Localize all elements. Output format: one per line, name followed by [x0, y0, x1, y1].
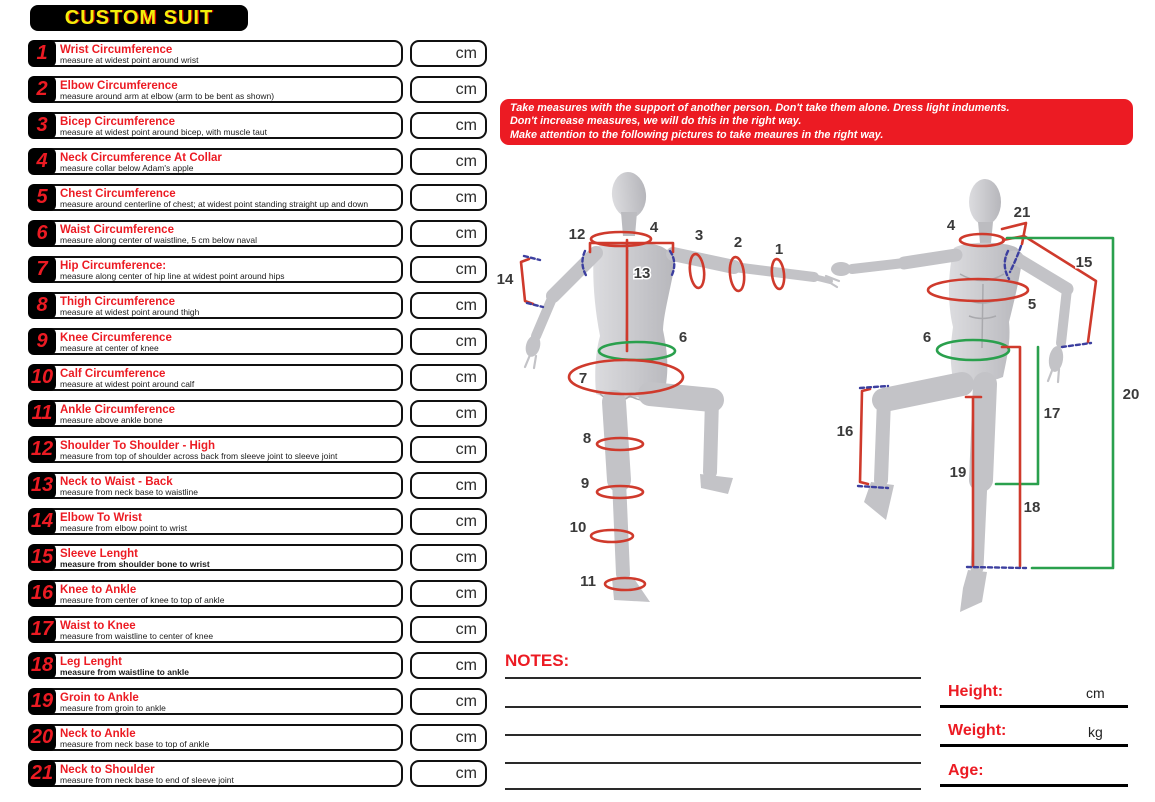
measurement-value-field[interactable] — [410, 40, 487, 67]
measurement-row — [28, 220, 487, 247]
measurement-desc: measure from neck base to waistline — [60, 487, 198, 497]
measurement-row — [28, 508, 487, 535]
measurement-row — [28, 436, 487, 463]
measurement-row — [28, 472, 487, 499]
figure-number-label: 11 — [580, 573, 596, 590]
unit-label: cm — [455, 81, 477, 98]
height-label: Height: — [948, 683, 1004, 700]
measurement-label-box — [42, 256, 403, 283]
unit-label: cm — [455, 189, 477, 206]
measurement-number: 10 — [28, 364, 56, 391]
banner-line-3: Make attention to the following pictures to take meaures in the right way. — [510, 128, 884, 141]
measurement-value-field[interactable] — [410, 328, 487, 355]
measurement-row — [28, 256, 487, 283]
figure-number-label: 18 — [1023, 499, 1041, 516]
measurement-label-box — [42, 400, 403, 427]
height-field[interactable] — [940, 705, 1128, 708]
weight-field[interactable] — [940, 744, 1128, 747]
measurement-row — [28, 184, 487, 211]
figure-number-label: 14 — [496, 271, 514, 288]
measurement-title: Groin to Ankle — [60, 692, 139, 704]
measurement-title: Thigh Circumference — [60, 296, 176, 308]
measurement-title: Sleeve Lenght — [60, 548, 138, 560]
figure-number-label: 7 — [578, 370, 588, 387]
measurement-value-field[interactable] — [410, 184, 487, 211]
unit-label: cm — [455, 549, 477, 566]
measurement-number: 5 — [28, 184, 56, 211]
figure-number-label: 4 — [649, 219, 659, 236]
mark-knee-ankle-16 — [860, 389, 870, 484]
measurement-number: 2 — [28, 76, 56, 103]
unit-label: cm — [455, 729, 477, 746]
measurement-label-box — [42, 544, 403, 571]
measurement-label-box — [42, 688, 403, 715]
notes-label: NOTES: — [505, 651, 570, 670]
figure-number-label: 12 — [568, 226, 586, 243]
measurement-desc: measure from neck base to end of sleeve joint — [60, 775, 234, 785]
measurement-number: 7 — [28, 256, 56, 283]
figure-number-label: 16 — [836, 423, 854, 440]
measurement-value-field[interactable] — [410, 220, 487, 247]
measurement-row — [28, 616, 487, 643]
unit-label: cm — [455, 225, 477, 242]
measurement-number: 21 — [28, 760, 56, 787]
measurement-title: Elbow Circumference — [60, 80, 178, 92]
measurement-value-field[interactable] — [410, 76, 487, 103]
measurement-diagram — [490, 150, 1155, 662]
measurement-number: 13 — [28, 472, 56, 499]
measurement-number: 17 — [28, 616, 56, 643]
measurement-desc: measure collar below Adam's apple — [60, 163, 194, 173]
measurement-number: 11 — [28, 400, 56, 427]
measurement-label-box — [42, 292, 403, 319]
measurement-title: Bicep Circumference — [60, 116, 176, 128]
measurement-desc: measure from neck base to top of ankle — [60, 739, 210, 749]
figure-diagram — [490, 150, 1155, 662]
unit-label: cm — [455, 657, 477, 674]
unit-label: cm — [455, 297, 477, 314]
measurement-title: Hip Circumference: — [60, 260, 167, 272]
measurement-label-box — [42, 184, 403, 211]
measurement-label-box — [42, 760, 403, 787]
measurement-desc: measure from center of knee to top of ankle — [60, 595, 225, 605]
measurement-row — [28, 400, 487, 427]
notes-line[interactable] — [505, 706, 921, 708]
measurement-number: 3 — [28, 112, 56, 139]
measurement-desc: measure from waistline to ankle — [60, 667, 189, 677]
measurement-value-field[interactable] — [410, 472, 487, 499]
measurement-value-field[interactable] — [410, 688, 487, 715]
measurement-title: Waist Circumference — [60, 224, 174, 236]
mark-leg-18 — [1002, 347, 1020, 566]
unit-label: cm — [455, 333, 477, 350]
measurement-number: 16 — [28, 580, 56, 607]
figure-number-label: 4 — [946, 217, 956, 234]
measurement-desc: measure above ankle bone — [60, 415, 163, 425]
figure-number-label: 17 — [1043, 405, 1061, 422]
measurement-number: 14 — [28, 508, 56, 535]
measurement-number: 4 — [28, 148, 56, 175]
figure-number-label: 15 — [1075, 254, 1093, 271]
measurement-value-field[interactable] — [410, 760, 487, 787]
measurement-value-field[interactable] — [410, 364, 487, 391]
mark-neck-shoulder-21 — [1002, 223, 1026, 244]
figure-number-label: 6 — [922, 329, 932, 346]
measurement-desc: measure from top of shoulder across back from sleeve joint to sleeve joint — [60, 451, 338, 461]
measurement-desc: measure from shoulder bone to wrist — [60, 559, 210, 569]
measurement-label-box — [42, 580, 403, 607]
measurement-label-box — [42, 436, 403, 463]
measurement-title: Knee to Ankle — [60, 584, 137, 596]
figure-number-label: 9 — [580, 475, 590, 492]
unit-label: cm — [455, 621, 477, 638]
weight-label: Weight: — [948, 722, 1007, 739]
measurement-label-box — [42, 112, 403, 139]
measurement-title: Knee Circumference — [60, 332, 172, 344]
measurement-title: Calf Circumference — [60, 368, 166, 380]
figure-number-label: 6 — [678, 329, 688, 346]
figure-number-label: 21 — [1013, 204, 1031, 221]
measurement-value-field[interactable] — [410, 580, 487, 607]
figure-number-label: 20 — [1122, 386, 1140, 403]
measurement-value-field[interactable] — [410, 724, 487, 751]
measurement-number: 15 — [28, 544, 56, 571]
measurement-row — [28, 580, 487, 607]
measurement-desc: measure at widest point around calf — [60, 379, 195, 389]
measurement-number: 1 — [28, 40, 56, 67]
instructions-banner — [500, 99, 1133, 145]
measurement-label-box — [42, 148, 403, 175]
notes-line[interactable] — [505, 788, 921, 790]
measurement-label-box — [42, 328, 403, 355]
measurement-desc: measure at widest point around wrist — [60, 55, 199, 65]
figure-number-label: 5 — [1027, 296, 1037, 313]
figure-number-label: 1 — [774, 241, 784, 258]
measurement-row — [28, 544, 487, 571]
measurement-value-field[interactable] — [410, 292, 487, 319]
unit-label: cm — [455, 441, 477, 458]
measurement-row — [28, 724, 487, 751]
age-field[interactable] — [940, 784, 1128, 787]
measurement-number: 8 — [28, 292, 56, 319]
measurement-title: Elbow To Wrist — [60, 512, 142, 524]
figure-number-label: 19 — [949, 464, 967, 481]
measurement-row — [28, 292, 487, 319]
measurement-title: Shoulder To Shoulder - High — [60, 440, 216, 452]
page-title-bar — [30, 5, 248, 31]
measurement-row — [28, 328, 487, 355]
mannequin-front-view — [831, 179, 1067, 612]
measurement-label-box — [42, 724, 403, 751]
notes-line[interactable] — [505, 734, 921, 736]
measurement-title: Ankle Circumference — [60, 404, 176, 416]
measurement-row — [28, 364, 487, 391]
measurement-title: Leg Lenght — [60, 656, 122, 668]
measurement-label-box — [42, 616, 403, 643]
unit-label: cm — [455, 585, 477, 602]
weight-unit: kg — [1088, 724, 1103, 740]
unit-label: cm — [455, 765, 477, 782]
mark-forearm-14 — [521, 259, 533, 304]
unit-label: cm — [455, 45, 477, 62]
figure-number-label: 8 — [582, 430, 592, 447]
figure-number-label: 3 — [694, 227, 704, 244]
measurement-value-field[interactable] — [410, 508, 487, 535]
measurement-desc: measure from waistline to center of knee — [60, 631, 214, 641]
banner-line-2: Don't increase measures, we will do this in the right way. — [510, 115, 802, 128]
measurement-number: 9 — [28, 328, 56, 355]
measurement-label-box — [42, 364, 403, 391]
notes-line[interactable] — [505, 762, 921, 764]
measurement-label-box — [42, 508, 403, 535]
measurement-value-field[interactable] — [410, 112, 487, 139]
measurement-desc: measure at center of knee — [60, 343, 159, 353]
measurement-desc: measure at widest point around thigh — [60, 307, 200, 317]
measurement-row — [28, 76, 487, 103]
page-title: CUSTOM SUIT — [64, 6, 214, 29]
measurement-desc: measure around arm at elbow (arm to be bent as shown) — [60, 91, 275, 101]
measurement-desc: measure around centerline of chest; at widest point standing straight up and down — [60, 199, 369, 209]
unit-label: cm — [455, 369, 477, 386]
measurement-title: Neck to Shoulder — [60, 764, 155, 776]
measurement-row — [28, 148, 487, 175]
measurement-desc: measure from elbow point to wrist — [60, 523, 188, 533]
measurement-row — [28, 112, 487, 139]
measurement-value-field[interactable] — [410, 616, 487, 643]
unit-label: cm — [455, 117, 477, 134]
notes-line[interactable] — [505, 677, 921, 679]
measurement-value-field[interactable] — [410, 652, 487, 679]
measurement-label-box — [42, 220, 403, 247]
measurement-number: 19 — [28, 688, 56, 715]
measurement-title: Neck to Ankle — [60, 728, 136, 740]
measurement-row — [28, 652, 487, 679]
measurement-title: Waist to Knee — [60, 620, 136, 632]
measurement-label-box — [42, 652, 403, 679]
measurement-number: 12 — [28, 436, 56, 463]
unit-label: cm — [455, 513, 477, 530]
measurement-title: Neck to Waist - Back — [60, 476, 173, 488]
measurement-number: 18 — [28, 652, 56, 679]
figure-number-label: 13 — [633, 265, 651, 282]
measurement-desc: measure at widest point around bicep, with muscle taut — [60, 127, 267, 137]
measurement-label-box — [42, 76, 403, 103]
unit-label: cm — [455, 261, 477, 278]
measurement-title: Chest Circumference — [60, 188, 176, 200]
figure-number-label: 10 — [569, 519, 587, 536]
measurement-title: Neck Circumference At Collar — [60, 152, 222, 164]
measurement-number: 6 — [28, 220, 56, 247]
measurement-title: Wrist Circumference — [60, 44, 173, 56]
figure-number-label: 2 — [733, 234, 743, 251]
measurement-row — [28, 760, 487, 787]
measurement-row — [28, 688, 487, 715]
measurement-value-field[interactable] — [410, 400, 487, 427]
measurement-value-field[interactable] — [410, 436, 487, 463]
unit-label: cm — [455, 477, 477, 494]
measurement-number: 20 — [28, 724, 56, 751]
measurement-desc: measure from groin to ankle — [60, 703, 166, 713]
measurement-label-box — [42, 40, 403, 67]
measurement-desc: measure along center of hip line at widest point around hips — [60, 271, 285, 281]
unit-label: cm — [455, 405, 477, 422]
measurement-value-field[interactable] — [410, 148, 487, 175]
measurement-row — [28, 40, 487, 67]
banner-line-1: Take measures with the support of another person. Don't take them alone. Dress light induments. — [510, 102, 1010, 114]
measurement-value-field[interactable] — [410, 544, 487, 571]
measurement-value-field[interactable] — [410, 256, 487, 283]
height-unit: cm — [1086, 685, 1105, 701]
measurement-desc: measure along center of waistline, 5 cm below naval — [60, 235, 258, 245]
measurement-label-box — [42, 472, 403, 499]
unit-label: cm — [455, 693, 477, 710]
unit-label: cm — [455, 153, 477, 170]
age-label: Age: — [948, 762, 984, 779]
